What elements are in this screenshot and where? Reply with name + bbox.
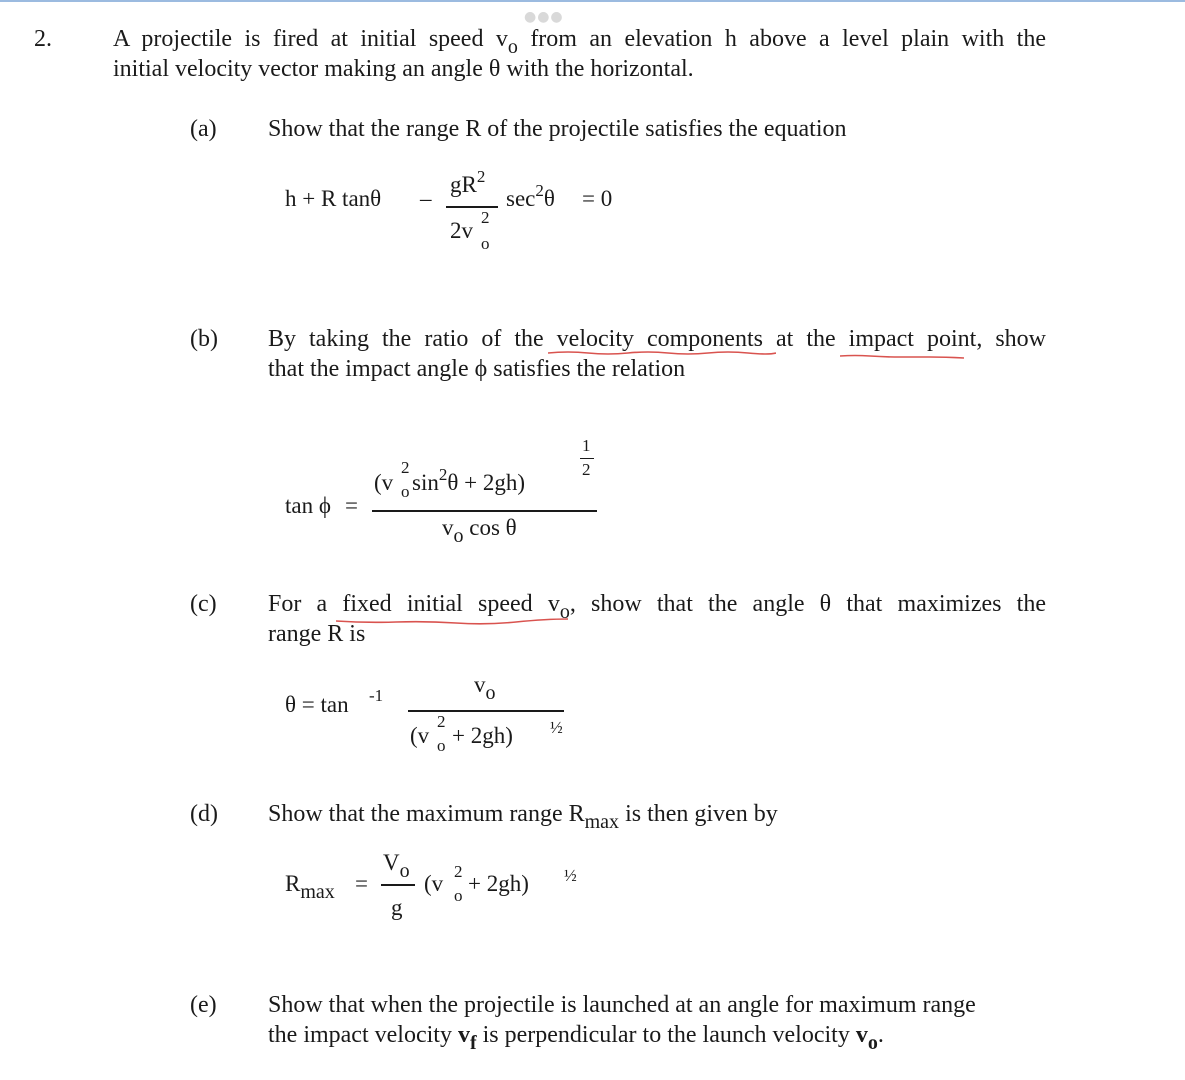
part-c-line1: For a fixed initial speed $v_o$, show that the angle θ that maximizes the [268,591,1046,623]
part-e-line2: the impact velocity $v_f$ is perpendicular to the launch velocity $v_o$. [268,1022,884,1054]
part-a-text: Show that the range R of the projectile satisfies the equation [268,116,847,142]
annotation-underline-3 [336,618,568,624]
part-d-text: Show that the maximum range $R_{max}$ is then given by [268,801,778,833]
part-b-line1: By taking the ratio of the velocity components at the impact point, show [268,326,1046,352]
part-b-line2: that the impact angle ϕ satisfies the relation [268,356,686,382]
underlined-fixed-initial-speed: fixed initial speed $v_o$ [342,591,570,623]
underlined-impact-point: impact point [848,326,977,352]
part-c-label: (c) [190,591,217,617]
problem-intro-line2: initial velocity vector making an angle θ with the horizontal. [113,56,694,82]
part-a-label: (a) [190,116,217,142]
annotation-underline-1 [548,349,776,355]
problem-number: 2. [34,26,52,52]
annotation-underline-2 [840,353,964,359]
part-d-label: (d) [190,801,218,827]
part-e-label: (e) [190,992,217,1018]
top-border [0,0,1185,2]
window-drag-handle[interactable]: ●●● [524,9,564,25]
part-e-line1: Show that when the projectile is launched at an angle for maximum range [268,992,976,1018]
part-c-line2: range R is [268,621,366,647]
problem-intro-line1: A projectile is fired at initial speed $v_o$ from an elevation h above a level plain with the [113,26,1046,58]
underlined-velocity-components: velocity components [556,326,763,352]
part-b-label: (b) [190,326,218,352]
